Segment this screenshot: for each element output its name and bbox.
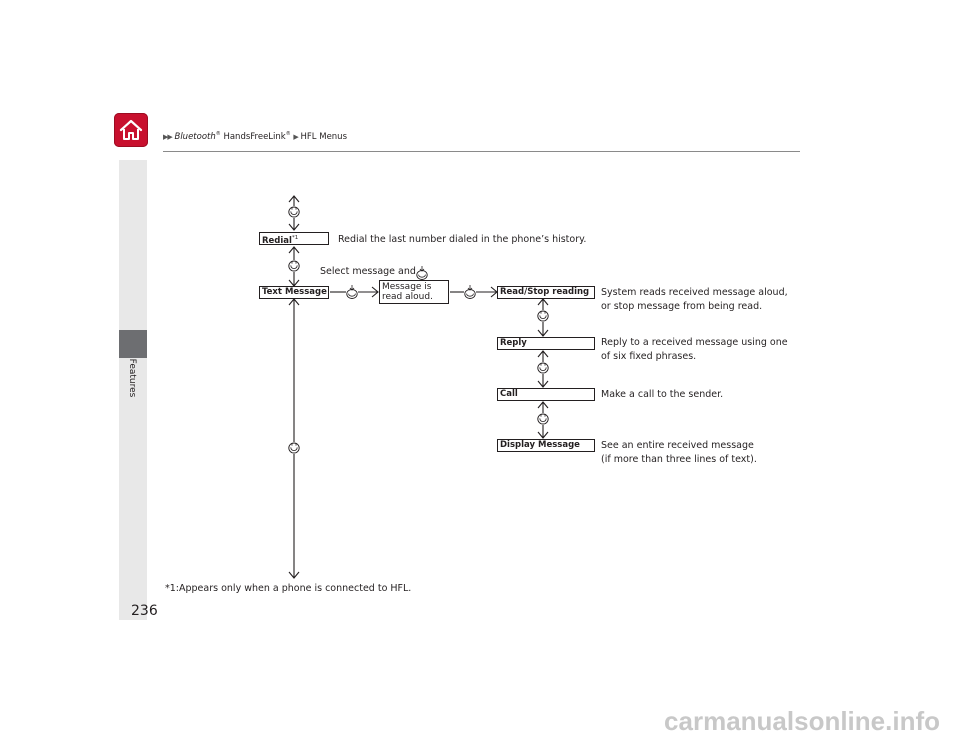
message-read-box: Message is read aloud. bbox=[379, 280, 449, 304]
read-stop-description: System reads received message aloud, or stop message from being read. bbox=[601, 287, 788, 312]
breadcrumb-arrow-icon: ▶ bbox=[293, 132, 298, 141]
selector-knob-icon bbox=[538, 311, 548, 321]
menu-item-display-message[interactable] bbox=[497, 439, 595, 452]
watermark: carmanualsonline.info bbox=[664, 706, 940, 736]
section-label: Features bbox=[127, 358, 137, 398]
call-description: Make a call to the sender. bbox=[601, 389, 724, 400]
menu-item-reply-label: Reply bbox=[500, 338, 527, 348]
display-message-description: See an entire received message (if more than three lines of text). bbox=[601, 440, 757, 465]
breadcrumb-item-hfl-menus[interactable]: HFL Menus bbox=[300, 131, 347, 142]
menu-item-text-message[interactable] bbox=[259, 286, 329, 299]
breadcrumb-item-handsfreelink[interactable]: HandsFreeLink bbox=[220, 131, 286, 142]
selector-knob-icon bbox=[538, 363, 548, 373]
menu-item-redial-label: Redial bbox=[262, 235, 292, 246]
select-instruction: Select message and bbox=[320, 266, 416, 277]
selector-knob-icon bbox=[289, 261, 299, 271]
enter-knob-icon bbox=[417, 266, 427, 280]
menu-item-read-stop-label: Read/Stop reading bbox=[500, 287, 590, 297]
selector-knob-icon bbox=[289, 443, 299, 453]
menu-item-redial[interactable] bbox=[259, 232, 329, 245]
menu-item-reply[interactable] bbox=[497, 337, 595, 350]
menu-item-call[interactable] bbox=[497, 388, 595, 401]
breadcrumb-arrow-icon: ▶▶ bbox=[163, 132, 172, 141]
enter-knob-icon bbox=[465, 285, 475, 299]
page-number: 236 bbox=[131, 603, 158, 619]
selector-knob-icon bbox=[538, 414, 548, 424]
menu-item-read-stop[interactable] bbox=[497, 286, 595, 299]
registered-mark: ® bbox=[285, 131, 291, 137]
reply-description: Reply to a received message using one of six fixed phrases. bbox=[601, 337, 788, 362]
enter-knob-icon bbox=[347, 285, 357, 299]
footnote-marker: *1 bbox=[291, 235, 299, 241]
footnote: *1:Appears only when a phone is connected to HFL. bbox=[165, 583, 412, 594]
registered-mark: ® bbox=[215, 131, 221, 137]
menu-item-text-message-label: Text Message bbox=[262, 287, 327, 297]
selector-knob-icon bbox=[289, 207, 299, 217]
menu-item-call-label: Call bbox=[500, 389, 518, 399]
redial-description: Redial the last number dialed in the phone’s history. bbox=[338, 234, 587, 245]
breadcrumb-item-bluetooth[interactable]: Bluetooth bbox=[174, 131, 216, 142]
menu-item-display-message-label: Display Message bbox=[500, 440, 580, 450]
